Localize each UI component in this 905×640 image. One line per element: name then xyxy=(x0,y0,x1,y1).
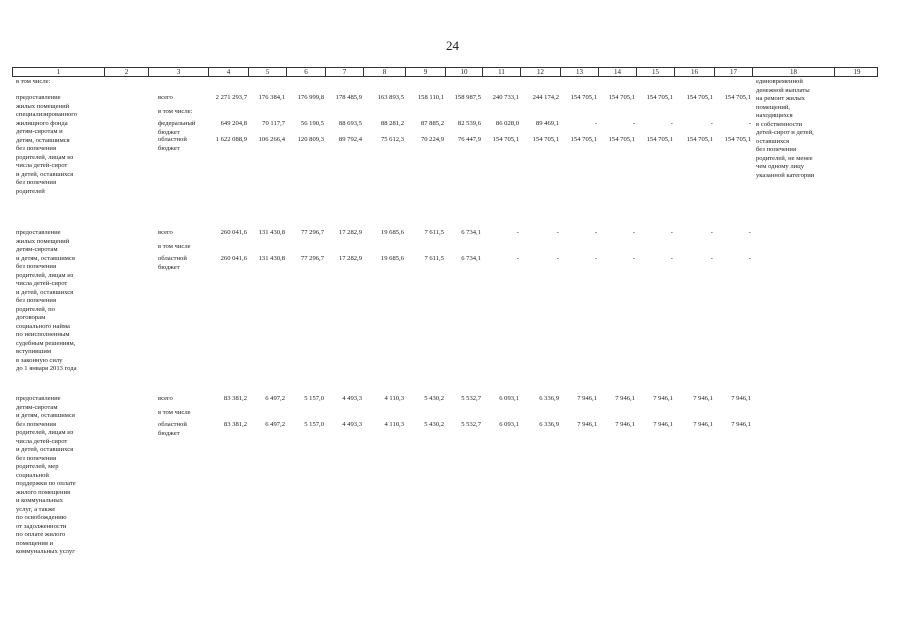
table-cell-value: 5 157,0 xyxy=(304,395,324,402)
description-line: детям-сиротам и xyxy=(16,128,63,135)
description-line: без попечения xyxy=(16,179,56,186)
table-cell-value: 154 705,1 xyxy=(686,94,713,101)
table-cell-value: 88 693,5 xyxy=(338,120,362,127)
label-line: бюджет xyxy=(158,144,180,152)
column-number: 10 xyxy=(446,68,483,77)
funding-source-label: в том числе xyxy=(158,243,191,250)
table-cell-value: 120 809,3 xyxy=(297,136,324,143)
table-cell-value: 82 539,6 xyxy=(457,120,481,127)
description-line: в законную силу xyxy=(16,356,63,364)
table-cell-value: 154 705,1 xyxy=(686,136,713,143)
description-line: без попечения xyxy=(16,145,56,152)
table-cell-value: 154 705,1 xyxy=(646,94,673,101)
table-cell-value: 260 041,6 xyxy=(220,229,247,236)
table-cell-value: 7 946,1 xyxy=(731,395,751,402)
note-line: на ремонт жилых xyxy=(756,95,805,102)
description-line: числа детей-сирот xyxy=(16,162,68,169)
description-line: договорам xyxy=(16,314,46,321)
column-number: 15 xyxy=(637,68,675,77)
funding-source-label xyxy=(158,136,187,153)
description-line: услуг, а также xyxy=(16,505,56,513)
table-cell-value: 83 381,2 xyxy=(223,421,247,428)
description-line: без попечения xyxy=(16,454,56,462)
description-line: предоставление xyxy=(16,94,61,101)
description-line: и детей, оставшихся xyxy=(16,446,74,453)
note-line: единовременной xyxy=(756,78,803,85)
table-cell-value: 178 485,9 xyxy=(335,94,362,101)
table-cell-value: 83 381,2 xyxy=(223,395,247,402)
table-cell-value: 4 110,3 xyxy=(384,421,404,428)
table-cell-value: 6 093,1 xyxy=(499,421,519,428)
description-line: судебным решениям, xyxy=(16,339,76,347)
table-cell-value: - xyxy=(632,255,635,262)
description-line: предоставление xyxy=(16,229,61,236)
note-line: родителей, не менее xyxy=(756,154,813,162)
description-line: вступившим xyxy=(16,348,52,355)
table-cell-value: 131 430,8 xyxy=(258,229,285,236)
table-cell-value: 5 430,2 xyxy=(424,421,444,428)
note-line: помещений, xyxy=(756,103,791,111)
label-line: бюджет xyxy=(158,263,180,271)
description-line: помещения и xyxy=(16,539,54,547)
description-line: числа детей-сирот xyxy=(16,280,68,287)
column-number: 6 xyxy=(287,68,326,77)
table-cell-value: 6 497,2 xyxy=(265,421,285,428)
table-cell-value: - xyxy=(710,120,713,127)
table-cell-value: 176 999,8 xyxy=(297,94,324,101)
row-description xyxy=(16,395,76,557)
table-cell-value: 2 271 293,7 xyxy=(215,94,247,101)
table-cell-value: 89 792,4 xyxy=(338,136,362,143)
column-number-header xyxy=(12,67,878,77)
column-number: 3 xyxy=(149,68,209,77)
description-line: специализированного xyxy=(16,111,78,118)
table-cell-value: 7 946,1 xyxy=(615,421,635,428)
table-cell-value: 89 469,1 xyxy=(535,120,559,127)
table-cell-value: 88 281,2 xyxy=(380,120,404,127)
label-line: бюджет xyxy=(158,429,180,437)
table-cell-value: 6 497,2 xyxy=(265,395,285,402)
description-line: родителей, мер xyxy=(16,463,59,470)
description-line: и коммунальных xyxy=(16,497,63,504)
label-line: областной xyxy=(158,255,187,262)
column-number: 2 xyxy=(105,68,149,77)
table-cell-value: 87 885,2 xyxy=(420,120,444,127)
table-cell-value: 7 946,1 xyxy=(577,395,597,402)
table-cell-value: - xyxy=(516,255,519,262)
note-line: денежной выплаты xyxy=(756,86,810,94)
table-cell-value: - xyxy=(748,120,751,127)
table-cell-value: 4 110,3 xyxy=(384,395,404,402)
table-cell-value: 5 157,0 xyxy=(304,421,324,428)
table-cell-value: 158 987,5 xyxy=(454,94,481,101)
table-cell-value: 260 041,6 xyxy=(220,255,247,262)
row-description xyxy=(16,229,77,374)
description-line: и детей, оставшихся xyxy=(16,288,74,296)
table-cell-value: 7 946,1 xyxy=(653,421,673,428)
column-number: 5 xyxy=(249,68,287,77)
table-cell-value: 5 532,7 xyxy=(461,395,481,402)
description-line: родителей, по xyxy=(16,305,55,313)
table-cell-value: - xyxy=(670,120,673,127)
table-cell-value: 19 685,6 xyxy=(380,255,404,262)
description-line: без попечения xyxy=(16,297,56,304)
table-cell-value: - xyxy=(556,229,559,236)
column-number: 14 xyxy=(599,68,637,77)
table-cell-value: 7 946,1 xyxy=(693,421,713,428)
description-line: по неисполненным xyxy=(16,331,70,338)
table-cell-value: - xyxy=(632,229,635,236)
table-cell-value: 244 174,2 xyxy=(532,94,559,101)
column-number: 9 xyxy=(406,68,446,77)
table-cell-value: 7 946,1 xyxy=(653,395,673,402)
description-line: родителей, лицам из xyxy=(16,429,74,436)
description-line: до 1 января 2013 года xyxy=(16,365,77,372)
table-cell-value: 7 611,5 xyxy=(424,255,444,262)
table-cell-value: 154 705,1 xyxy=(724,94,751,101)
label-line: областной xyxy=(158,421,187,428)
note-line: без попечения xyxy=(756,146,796,153)
table-cell-value: 17 282,9 xyxy=(338,255,362,262)
description-line: жилого помещения xyxy=(16,488,71,496)
description-line: социальной xyxy=(16,471,49,479)
table-cell-value: 649 204,8 xyxy=(220,120,247,127)
table-cell-value: 70 224,9 xyxy=(420,136,444,143)
table-cell-value: - xyxy=(670,255,673,262)
table-cell-value: - xyxy=(632,120,635,127)
table-cell-value: - xyxy=(516,229,519,236)
table-cell-value: 154 705,1 xyxy=(646,136,673,143)
table-cell-value: - xyxy=(594,229,597,236)
description-line: по освобождению xyxy=(16,514,67,521)
table-cell-value: 5 532,7 xyxy=(461,421,481,428)
funding-source-label: всего xyxy=(158,395,173,402)
table-cell-value: 176 384,1 xyxy=(258,94,285,101)
table-cell-value: 77 296,7 xyxy=(300,255,324,262)
table-cell-value: 76 447,9 xyxy=(457,136,481,143)
table-cell-value: 154 705,1 xyxy=(570,136,597,143)
description-line: числа детей-сирот xyxy=(16,437,68,445)
note-line: оставшихся xyxy=(756,137,790,145)
description-line: без попечения xyxy=(16,420,56,428)
note-line: в собственности xyxy=(756,120,803,128)
description-line: и детям, оставшимся xyxy=(16,254,75,262)
table-cell-value: 70 117,7 xyxy=(262,120,285,127)
description-line: родителей, лицам из xyxy=(16,153,74,161)
table-cell-value: 75 612,3 xyxy=(380,136,404,143)
table-cell-value: 6 093,1 xyxy=(499,395,519,402)
table-cell-value: 154 705,1 xyxy=(608,94,635,101)
note-line: детей-сирот и детей, xyxy=(756,129,814,136)
description-line: от задолженности xyxy=(16,522,67,530)
description-line: предоставление xyxy=(16,395,61,402)
in-that-number-label: в том числе: xyxy=(16,78,51,85)
description-line: поддержки по оплате xyxy=(16,480,76,487)
column-number: 8 xyxy=(364,68,406,77)
table-cell-value: - xyxy=(710,255,713,262)
column-number: 12 xyxy=(521,68,561,77)
table-cell-value: 6 336,9 xyxy=(539,421,559,428)
table-cell-value: 7 946,1 xyxy=(615,395,635,402)
table-cell-value: 6 336,9 xyxy=(539,395,559,402)
table-cell-value: 1 622 088,9 xyxy=(215,136,247,143)
description-line: детям, оставшимся xyxy=(16,136,70,144)
table-cell-value: 131 430,8 xyxy=(258,255,285,262)
column-18-note xyxy=(756,78,814,180)
table-cell-value: 106 266,4 xyxy=(258,136,285,143)
column-number: 11 xyxy=(483,68,521,77)
table-cell-value: 4 493,3 xyxy=(342,395,362,402)
table-cell-value: 19 685,6 xyxy=(380,229,404,236)
description-line: по оплате жилого xyxy=(16,531,66,538)
column-number: 13 xyxy=(561,68,599,77)
description-line: социального найма xyxy=(16,322,70,330)
description-line: жилых помещений xyxy=(16,237,70,245)
table-cell-value: 5 430,2 xyxy=(424,395,444,402)
label-line: областной xyxy=(158,136,187,143)
funding-source-label xyxy=(158,421,187,438)
funding-source-label: в том числе xyxy=(158,409,191,416)
table-cell-value: 77 296,7 xyxy=(300,229,324,236)
note-line: чем одному лицу xyxy=(756,163,804,170)
table-cell-value: 7 946,1 xyxy=(731,421,751,428)
description-line: детям-сиротам xyxy=(16,403,58,411)
table-cell-value: 6 734,1 xyxy=(461,255,481,262)
description-line: и детям, оставшимся xyxy=(16,412,75,419)
description-line: и детей, оставшихся xyxy=(16,170,74,178)
description-line: жилищного фонда xyxy=(16,119,68,127)
column-number: 18 xyxy=(753,68,835,77)
table-cell-value: - xyxy=(710,229,713,236)
note-line: находящихся xyxy=(756,112,793,119)
funding-source-label xyxy=(158,255,187,272)
description-line: коммунальных услуг xyxy=(16,548,75,555)
table-cell-value: 7 946,1 xyxy=(577,421,597,428)
table-cell-value: - xyxy=(670,229,673,236)
column-number: 17 xyxy=(715,68,753,77)
table-cell-value: 6 734,1 xyxy=(461,229,481,236)
table-cell-value: 154 705,1 xyxy=(570,94,597,101)
label-line: федеральный xyxy=(158,120,196,127)
table-cell-value: 56 190,5 xyxy=(300,120,324,127)
label-line: бюджет xyxy=(158,128,180,136)
table-cell-value: - xyxy=(594,255,597,262)
table-cell-value: 163 893,5 xyxy=(377,94,404,101)
table-cell-value: 158 110,1 xyxy=(417,94,444,101)
column-number: 7 xyxy=(326,68,364,77)
row-description xyxy=(16,94,77,196)
table-cell-value: 154 705,1 xyxy=(724,136,751,143)
table-cell-value: - xyxy=(748,229,751,236)
description-line: жилых помещений xyxy=(16,102,70,110)
description-line: без попечения xyxy=(16,263,56,270)
table-cell-value: 154 705,1 xyxy=(608,136,635,143)
table-cell-value: 154 705,1 xyxy=(532,136,559,143)
table-cell-value: 240 733,1 xyxy=(492,94,519,101)
table-cell-value: 154 705,1 xyxy=(492,136,519,143)
funding-source-label: всего xyxy=(158,229,173,236)
table-cell-value: - xyxy=(556,255,559,262)
description-line: родителей, лицам из xyxy=(16,271,74,279)
table-cell-value: 7 611,5 xyxy=(424,229,444,236)
table-cell-value: 86 028,0 xyxy=(495,120,519,127)
column-number: 1 xyxy=(13,68,105,77)
description-line: родителей xyxy=(16,187,45,195)
page-number: 24 xyxy=(446,38,459,53)
table-cell-value: 4 493,3 xyxy=(342,421,362,428)
funding-source-label: в том числе: xyxy=(158,108,193,115)
description-line: детям-сиротам xyxy=(16,246,58,253)
funding-source-label: всего xyxy=(158,94,173,101)
column-number: 19 xyxy=(853,68,861,76)
note-line: указанной категории xyxy=(756,171,815,179)
column-number: 16 xyxy=(675,68,715,77)
table-cell-value: - xyxy=(748,255,751,262)
table-cell-value: 17 282,9 xyxy=(338,229,362,236)
column-number: 4 xyxy=(209,68,249,77)
table-cell-value: 7 946,1 xyxy=(693,395,713,402)
table-cell-value: - xyxy=(594,120,597,127)
funding-source-label xyxy=(158,120,195,137)
